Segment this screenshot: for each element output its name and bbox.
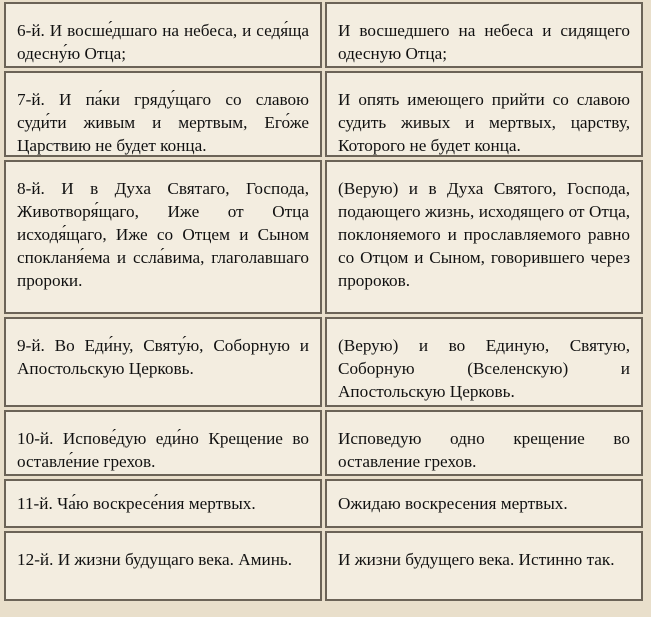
new-text-cell-6 xyxy=(325,2,643,68)
new-text-12: И жизни будущего века. Истинно так. xyxy=(338,550,615,569)
old-text-cell-12 xyxy=(4,531,322,601)
old-text-11: 11-й. Ча́ю воскресе́ния мертвых. xyxy=(17,494,256,513)
old-text-8: 8-й. И в Духа Святаго, Господа, Животворя́щаго, Иже от Отца исходя́щаго, Иже со Отцем и Сыном спокланя́ема и ссла́вима, глаголавшаго пророки. xyxy=(17,179,309,290)
creed-comparison-table xyxy=(4,2,647,601)
new-text-cell-8 xyxy=(325,160,643,314)
old-text-6: 6-й. И восше́дшаго на небеса, и седя́ща одесну́ю Отца; xyxy=(17,21,309,63)
old-text-cell-10 xyxy=(4,410,322,476)
new-text-cell-9 xyxy=(325,317,643,407)
new-text-10: Исповедую одно крещение во оставление грехов. xyxy=(338,429,630,471)
new-text-cell-12 xyxy=(325,531,643,601)
new-text-cell-7 xyxy=(325,71,643,157)
old-text-cell-7 xyxy=(4,71,322,157)
old-text-cell-6 xyxy=(4,2,322,68)
new-text-8: (Верую) и в Духа Святого, Господа, подающего жизнь, исходящего от Отца, поклоняемого и прославляемого равно со Отцом и Сыном, говорившего через пророков. xyxy=(338,179,630,290)
old-text-cell-8 xyxy=(4,160,322,314)
old-text-7: 7-й. И па́ки гряду́щаго со славою суди́ти живым и мертвым, Его́же Царствию не будет конца. xyxy=(17,90,309,155)
new-text-9: (Верую) и во Единую, Святую, Соборную (Вселенскую) и Апостольскую Церковь. xyxy=(338,336,630,401)
new-text-11: Ожидаю воскресения мертвых. xyxy=(338,494,568,513)
old-text-12: 12-й. И жизни будущаго века. Аминь. xyxy=(17,550,293,569)
old-text-10: 10-й. Испове́дую еди́но Крещение во оставле́ние грехов. xyxy=(17,429,309,471)
new-text-7: И опять имеющего прийти со славою судить живых и мертвых, царству, Которого не будет конца. xyxy=(338,90,630,155)
old-text-9: 9-й. Во Еди́ну, Святу́ю, Соборную и Апостольскую Церковь. xyxy=(17,336,309,378)
old-text-cell-11 xyxy=(4,479,322,528)
old-text-cell-9 xyxy=(4,317,322,407)
new-text-cell-11 xyxy=(325,479,643,528)
new-text-6: И восшедшего на небеса и сидящего одесную Отца; xyxy=(338,21,630,63)
new-text-cell-10 xyxy=(325,410,643,476)
